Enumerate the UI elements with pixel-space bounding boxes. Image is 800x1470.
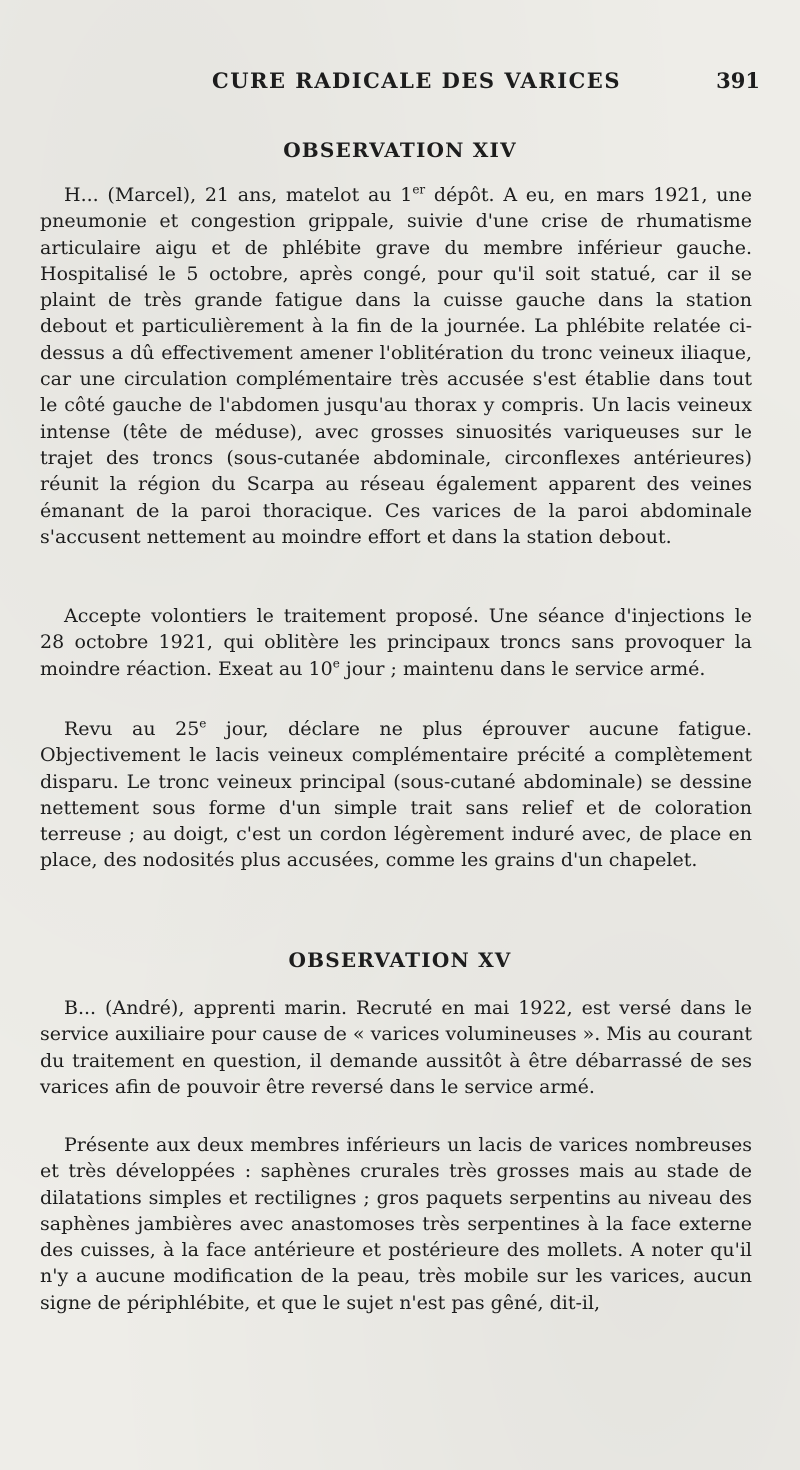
observation-14-paragraph-2 bbox=[40, 603, 752, 682]
observation-14-paragraph-3 bbox=[40, 716, 752, 874]
paragraph-text: jour ; maintenu dans le service armé. bbox=[339, 657, 706, 680]
paragraph-text: Accepte volontiers le traitement proposé. Une séance d'injections le 28 octobre 1921, qui oblitère les principaux troncs sans provoquer la moindre réaction. Exeat au 10 bbox=[40, 605, 752, 680]
paragraph-text: H... (Marcel), 21 ans, matelot au 1 bbox=[64, 184, 413, 206]
paragraph-text: dépôt. A eu, en mars 1921, une pneumonie et congestion grippale, suivie d'une crise de rhumatisme articulaire aigu et de phlébite grave du membre inférieur gauche. Hospitalisé le 5 octobre, après congé, pour qu'il soit statué, car il se plaint de très grande fatigue dans la cuisse gauche dans la station debout et particulièrement à la fin de la journée. La phlébite relatée ci-dessus a dû effectivement amener l'oblitération du tronc veineux iliaque, car une circulation complémentaire très accusée s'est établie dans tout le côté gauche de l'abdomen jusqu'au thorax y compris. Un lacis veineux intense (tête de méduse), avec grosses sinuosités variqueuses sur le trajet des troncs (sous-cutanée abdominale, circonflexes antérieures) réunit la région du Scarpa au réseau également apparent des veines émanant de la paroi thoracique. Ces varices de la paroi abdominale s'accusent nettement au moindre effort et dans la station debout. bbox=[40, 184, 752, 548]
observation-14-paragraph-1 bbox=[40, 182, 752, 550]
observation-15-paragraph-2: Présente aux deux membres inférieurs un lacis de varices nombreuses et très développées : saphènes crurales très grosses mais au stade de dilatations simples et rectilignes ; gros paquets serpentins au niveau des saphènes jambières avec anastomoses très serpentines à la face externe des cuisses, à la face antérieure et postérieure des mollets. A noter qu'il n'y a aucune modification de la peau, très mobile sur les varices, aucun signe de périphlébite, et que le sujet n'est pas gêné, dit-il, bbox=[40, 1134, 752, 1314]
ordinal-suffix: e bbox=[332, 656, 340, 671]
page-number: 391 bbox=[716, 68, 760, 93]
ordinal-suffix: e bbox=[199, 716, 207, 731]
observation-15-title: OBSERVATION XV bbox=[288, 948, 512, 972]
observation-15-paragraph-1: B... (André), apprenti marin. Recruté en mai 1922, est versé dans le service auxiliaire pour cause de « varices volumineuses ». Mis au courant du traitement en question, il demande aussitôt à être débarrassé de ses varices afin de pouvoir être reversé dans le service armé. bbox=[40, 997, 752, 1098]
paragraph-text: Revu au 25 bbox=[64, 718, 200, 740]
paragraph-text: jour, déclare ne plus éprouver aucune fatigue. Objectivement le lacis veineux complémentaire précité a complètement disparu. Le tronc veineux principal (sous-cutané abdominale) se dessine nettement sous forme d'un simple trait sans relief et de coloration terreuse ; au doigt, c'est un cordon légèrement induré avec, de place en place, des nodosités plus accusées, comme les grains d'un chapelet. bbox=[40, 718, 752, 872]
running-title: CURE RADICALE DES VARICES bbox=[212, 68, 621, 93]
running-header bbox=[40, 62, 760, 98]
observation-14-title: OBSERVATION XIV bbox=[283, 138, 517, 162]
ordinal-suffix: er bbox=[412, 182, 426, 197]
